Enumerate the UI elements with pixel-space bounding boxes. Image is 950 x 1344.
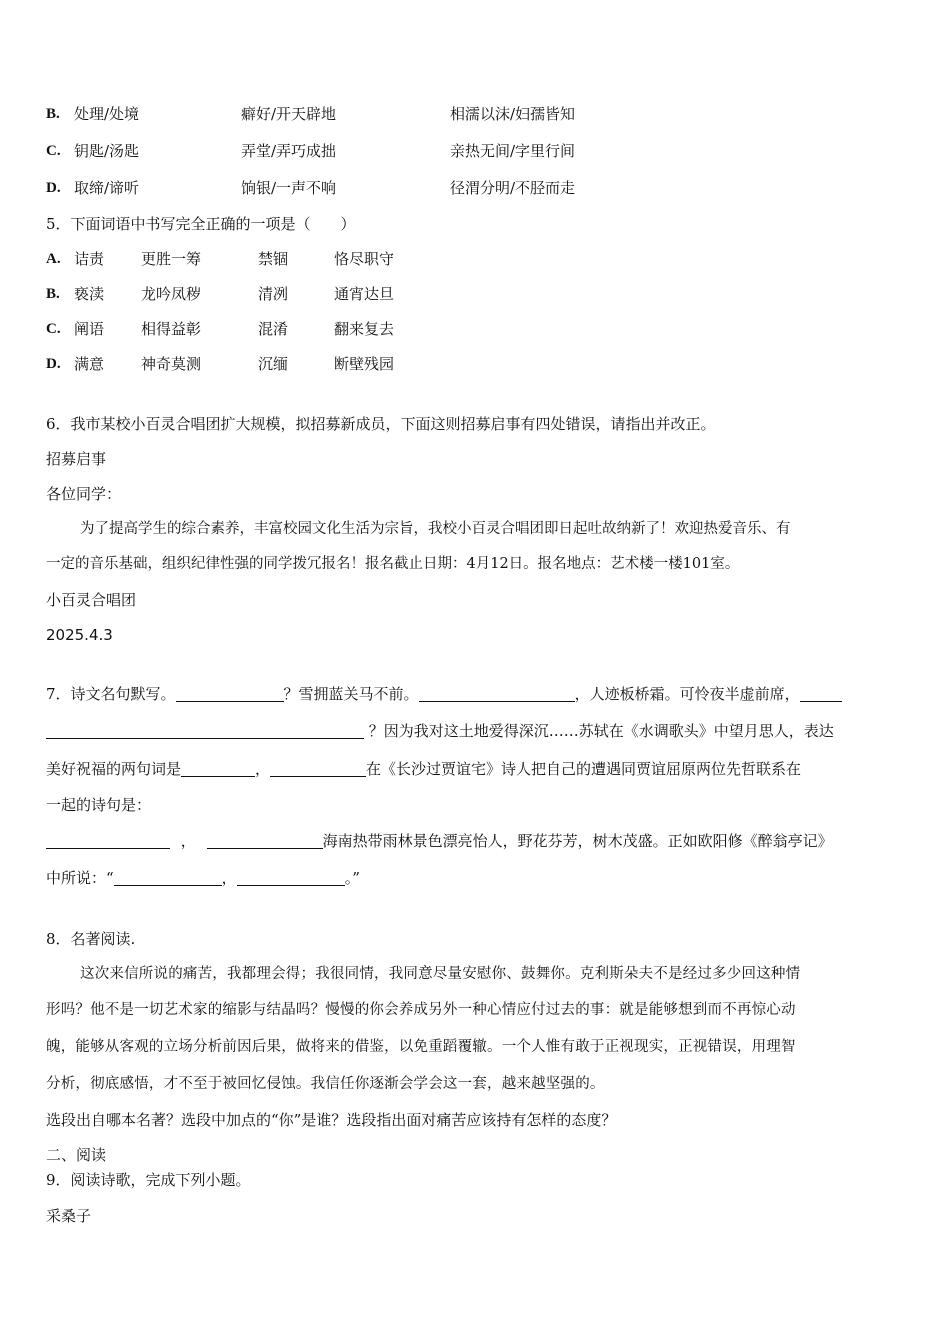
poem-title: 采桑子 — [46, 1207, 92, 1225]
option-word: 亵渎 — [74, 285, 105, 303]
q7-text: 在《长沙过贾谊宅》诗人把自己的遭遇同贾谊屈原两位先哲联系在 — [366, 760, 802, 778]
q7-text: 7．诗文名句默写。 — [46, 685, 176, 703]
q7-text: 美好祝福的两句词是 — [46, 760, 182, 778]
option-word-pair: 弄堂/弄巧成拙 — [241, 142, 337, 160]
q7-text: ？因为我对这土地爱得深沉……苏轼在《水调歌头》中望月思人，表达 — [368, 722, 834, 740]
q6-date: 2025.4.3 — [46, 626, 113, 644]
q9-stem: 9．阅读诗歌，完成下列小题。 — [46, 1171, 251, 1189]
q7-text: ， — [255, 760, 271, 778]
fill-blank[interactable] — [176, 685, 284, 702]
option-word-pair: 处理/处境 — [74, 105, 140, 123]
q6-stem: 6．我市某校小百灵合唱团扩大规模，拟招募新成员，下面这则招募启事有四处错误，请指出并改正。 — [46, 415, 716, 433]
q7-line-1 — [46, 684, 904, 704]
option-word: 沉缅 — [258, 355, 289, 373]
option-word: 清冽 — [258, 285, 289, 303]
q6-salutation: 各位同学： — [46, 485, 122, 503]
option-word-pair: 取缔/谛听 — [74, 179, 140, 197]
q7-text: 海南热带雨林景色漂亮怡人，野花芬芳，树木茂盛。正如欧阳修《醉翁亭记》 — [322, 832, 833, 850]
option-word-pair: 亲热无间/字里行间 — [450, 142, 576, 160]
q7-text: ？雪拥蓝关马不前。 — [283, 685, 419, 703]
option-word: 满意 — [74, 355, 105, 373]
option-word: 神奇莫测 — [141, 355, 202, 373]
option-word: 禁锢 — [258, 250, 289, 268]
fill-blank[interactable] — [207, 832, 323, 849]
option-word-pair: 饷银/一声不响 — [241, 179, 337, 197]
fill-blank[interactable] — [114, 869, 222, 886]
q6-body-line: 为了提高学生的综合素养，丰富校园文化生活为宗旨，我校小百灵合唱团即日起吐故纳新了！欢迎热爱音乐、有 — [80, 521, 791, 537]
option-letter: D. — [46, 356, 61, 372]
q8-passage-line: 分析，彻底感悟，才不至于被回忆侵蚀。我信任你逐渐会学会这一套，越来越坚强的。 — [46, 1076, 605, 1092]
q7-line-6 — [46, 868, 904, 888]
q5-stem: 5．下面词语中书写完全正确的一项是（ ） — [46, 215, 356, 233]
q8-stem: 8．名著阅读. — [46, 930, 136, 948]
option-word: 断壁残园 — [334, 355, 395, 373]
fill-blank[interactable] — [46, 722, 364, 739]
q6-signature: 小百灵合唱团 — [46, 591, 137, 609]
q6-body-line: 一定的音乐基础，组织纪律性强的同学拨冗报名！报名截止日期：4月12日。报名地点：艺术楼一楼101室。 — [46, 556, 740, 572]
option-word-pair: 相濡以沫/妇孺皆知 — [450, 105, 576, 123]
option-letter: C. — [46, 143, 61, 159]
section-heading: 二、阅读 — [46, 1146, 107, 1164]
fill-blank[interactable] — [419, 685, 575, 702]
fill-blank[interactable] — [800, 685, 842, 702]
q7-text: 中所说：“ — [46, 869, 114, 887]
q7-line-4: 一起的诗句是： — [46, 796, 152, 814]
option-word: 阐语 — [74, 320, 105, 338]
option-word: 更胜一筹 — [141, 250, 202, 268]
option-word-pair: 钥匙/汤匙 — [74, 142, 140, 160]
q7-text: ， — [221, 869, 237, 887]
q8-passage-line: 魄，能够从客观的立场分析前因后果，做将来的借鉴，以免重蹈覆辙。一个人惟有敢于正视现实，正视错误，用理智 — [46, 1039, 796, 1055]
q8-question: 选段出自哪本名著？选段中加点的“你”是谁？选段指出面对痛苦应该持有怎样的态度？ — [46, 1111, 617, 1129]
option-letter: D. — [46, 180, 61, 196]
option-word: 通宵达旦 — [334, 285, 395, 303]
option-word-pair: 癖好/开天辟地 — [241, 105, 337, 123]
q7-line-2 — [46, 721, 904, 741]
fill-blank[interactable] — [270, 760, 366, 777]
q8-passage-line: 形吗？他不是一切艺术家的缩影与结晶吗？慢慢的你会养成另外一种心情应付过去的事：就是能够想到而不再惊心动 — [46, 1002, 796, 1018]
option-letter: A. — [46, 251, 61, 267]
option-word: 龙吟凤秽 — [141, 285, 202, 303]
option-letter: B. — [46, 286, 60, 302]
q7-line-5 — [46, 831, 904, 851]
option-letter: C. — [46, 321, 61, 337]
fill-blank[interactable] — [237, 869, 345, 886]
option-word: 诘责 — [74, 250, 105, 268]
option-letter: B. — [46, 106, 60, 122]
q7-text: ， — [180, 832, 196, 850]
fill-blank[interactable] — [181, 760, 255, 777]
option-word: 恪尽职守 — [334, 250, 395, 268]
fill-blank[interactable] — [46, 832, 170, 849]
option-word: 翻来复去 — [334, 320, 395, 338]
q6-notice-title: 招募启事 — [46, 450, 107, 468]
option-word-pair: 径渭分明/不胫而走 — [450, 179, 576, 197]
q7-text: ，人迹板桥霜。可怜夜半虚前席， — [574, 685, 800, 703]
option-word: 混淆 — [258, 320, 289, 338]
option-word: 相得益彰 — [141, 320, 202, 338]
q7-text: 。” — [344, 869, 360, 887]
q8-passage-line: 这次来信所说的痛苦，我都理会得；我很同情，我同意尽量安慰你、鼓舞你。克利斯朵夫不是经过多少回这种情 — [80, 966, 801, 982]
q7-line-3 — [46, 759, 904, 779]
